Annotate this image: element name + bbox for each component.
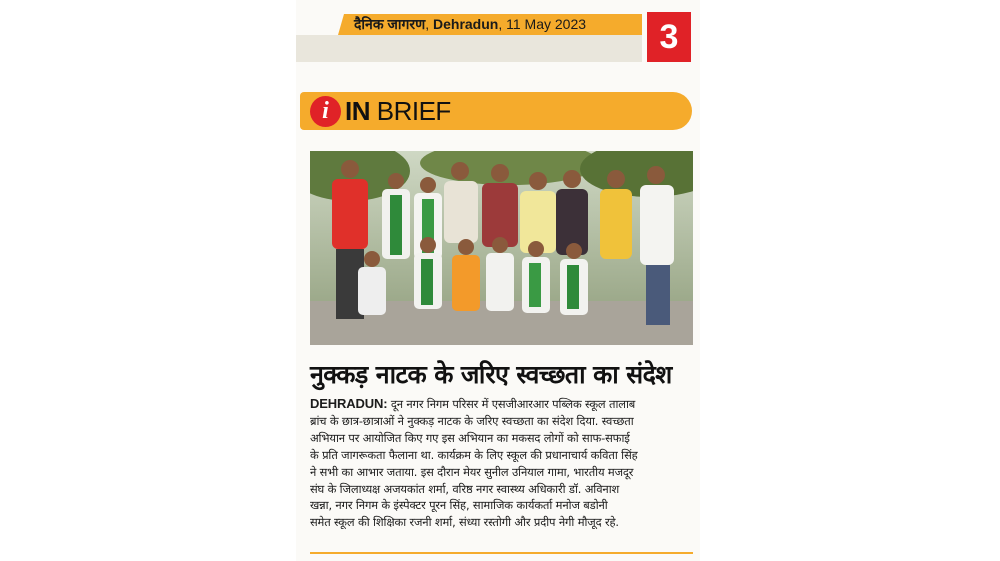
paper-name: दैनिक जागरण (354, 16, 426, 32)
group-photo-illustration (310, 151, 693, 345)
section-title-light: BRIEF (370, 96, 451, 126)
article-line-3: अभियान पर आयोजित किए गए इस अभियान का मकसद लोगों को साफ-सफाई (310, 430, 630, 445)
bottom-rule (310, 552, 693, 554)
article-dateline: DEHRADUN: (310, 396, 388, 411)
section-title-bold: IN (345, 96, 370, 126)
article-line-8: समेत स्कूल की शिक्षिका रजनी शर्मा, संध्या रस्तोगी और प्रदीप नेगी मौजूद रहे. (310, 515, 619, 530)
article-line-1-text: दून नगर निगम परिसर में एसजीआरआर पब्लिक स्कूल तालाब (387, 397, 636, 411)
info-icon: i (310, 96, 341, 127)
article-headline: नुक्कड़ नाटक के जरिए स्वच्छता का संदेश (310, 360, 672, 389)
masthead-date: , 11 May 2023 (498, 16, 587, 32)
article-line-5: ने सभी का आभार जताया. इस दौरान मेयर सुनील उनियाल गामा, भारतीय मजदूर (310, 464, 634, 479)
article-line-1 (310, 396, 696, 413)
article-line-6: संघ के जिलाध्यक्ष अजयकांत शर्मा, वरिष्ठ नगर स्वास्थ्य अधिकारी डॉ. अविनाश (310, 481, 620, 496)
masthead-separator: , (425, 16, 433, 32)
article-line-7: खन्ना, नगर निगम के इंस्पेक्टर पूरन सिंह, सामाजिक कार्यकर्ता मनोज बडोनी (310, 498, 608, 513)
left-margin (0, 0, 290, 561)
article-line-4: के प्रति जागरूकता फैलाना था. कार्यक्रम के लिए स्कूल की प्रधानाचार्य कविता सिंह (310, 447, 638, 462)
section-title (345, 96, 451, 127)
masthead-band (296, 35, 642, 62)
page-number-badge: 3 (647, 12, 691, 62)
article-line-2: ब्रांच के छात्र-छात्राओं ने नुक्कड़ नाटक के जरिए स्वच्छता का संदेश दिया. स्वच्छता (310, 413, 634, 428)
masthead-text (354, 14, 586, 35)
newspaper-clipping (296, 0, 700, 561)
right-margin (700, 0, 1000, 561)
group-photo (310, 151, 693, 345)
masthead-city: Dehradun (433, 16, 499, 32)
article-body (310, 396, 696, 531)
